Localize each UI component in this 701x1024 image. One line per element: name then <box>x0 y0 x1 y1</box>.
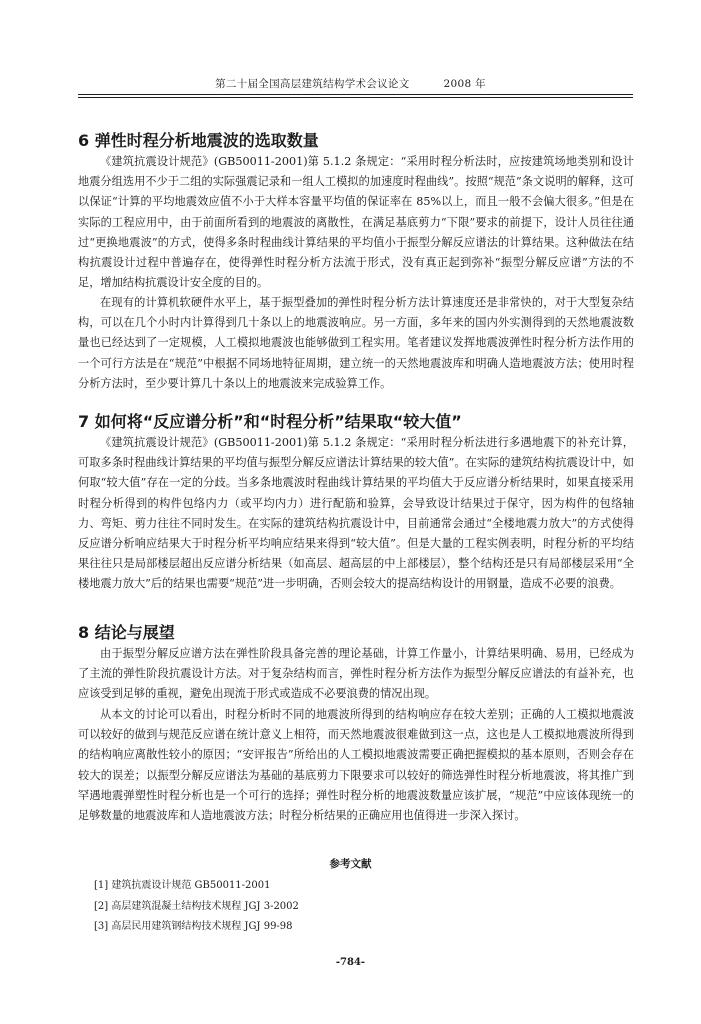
conference-name: 第二十届全国高层建筑结构学术会议论文 <box>215 78 410 90</box>
reference-item: [3] 高层民用建筑钢结构技术规程 JGJ 99-98 <box>94 921 293 932</box>
running-header <box>0 76 701 91</box>
section-7-title: 7 如何将“反应谱分析”和“时程分析”结果取“较大值” <box>78 412 462 431</box>
section-8-title: 8 结论与展望 <box>78 623 175 642</box>
section-6-paragraph-1: 《建筑抗震设计规范》(GB50011-2001)第 5.1.2 条规定：“采用时程分析法时，应按建筑场地类别和设计地震分组选用不少于二组的实际强震记录和一组人工模拟的加速度时程曲线”。按照“规范”条文说明的解释，这可以保证“计算的平均地震效应值不小于大样本容量平均值的保证率在 85%以上，而且一般不会偏大很多。”但是在实际的工程应用中，由于前面所看到的地震波的离散性，在满足基底剪力“下限”要求的前提下，设计人员往往通过“更换地震波”的方式，使得多条时程曲线计算结果的平均值小于振型分解反应谱法的计算结果。这种做法在结构抗震设计过程中普遍存在，使得弹性时程分析方法流于形式，没有真正起到弥补“振型分解反应谱”方法的不足，增加结构抗震设计安全度的目的。 <box>78 155 634 290</box>
section-8-paragraph-1: 由于振型分解反应谱方法在弹性阶段具备完善的理论基础，计算工作量小，计算结果明确、易用，已经成为了主流的弹性阶段抗震设计方法。对于复杂结构而言，弹性时程分析方法作为振型分解反应谱法的有益补充，也应该受到足够的重视，避免出现流于形式或造成不必要浪费的情况出现。 <box>78 647 634 701</box>
reference-list <box>94 876 614 938</box>
header-year: 2008 年 <box>443 78 486 90</box>
section-6-paragraph-2: 在现有的计算机软硬件水平上，基于振型叠加的弹性时程分析方法计算速度还是非常快的，对于大型复杂结构，可以在几个小时内计算得到几十条以上的地震波响应。另一方面，多年来的国内外实测得到的天然地震波数量也已经达到了一定规模，人工模拟地震波也能够做到工程实用。笔者建议发挥地震波弹性时程分析方法作用的一个可行方法是在“规范”中根据不同场地特征周期，建立统一的天然地震波库和明确人造地震波方法；使用时程分析方法时，至少要计算几十条以上的地震波来完成验算工作。 <box>78 296 634 390</box>
references-title: 参考文献 <box>329 858 372 870</box>
reference-item: [1] 建筑抗震设计规范 GB50011-2001 <box>94 880 271 891</box>
section-7-paragraph-1: 《建筑抗震设计规范》(GB50011-2001)第 5.1.2 条规定：“采用时程分析法进行多遇地震下的补充计算，可取多条时程曲线计算结果的平均值与振型分解反应谱法计算结果的较大值”。在实际的建筑结构抗震设计中，如何取“较大值”存在一定的分歧。当多条地震波时程曲线计算结果的平均值大于反应谱分析结果时，如果直接采用时程分析得到的构件包络内力（或平均内力）进行配筋和验算，会导致设计结果过于保守，因为构件的包络轴力、弯矩、剪力往往不同时发生。在实际的建筑结构抗震设计中，目前通常会通过“全楼地震力放大”的方式使得反应谱分析响应结果大于时程分析平均响应结果来得到“较大值”。但是大量的工程实例表明，时程分析的平均结果往往只是局部楼层超出反应谱分析结果（如高层、超高层的中上部楼层），整个结构还是只有局部楼层采用“全楼地震力放大”后的结果也需要“规范”进一步明确，否则会较大的提高结构设计的用钢量，造成不必要的浪费。 <box>78 436 634 591</box>
section-8-paragraph-2: 从本文的讨论可以看出，时程分析时不同的地震波所得到的结构响应存在较大差别；正确的人工模拟地震波可以较好的做到与规范反应谱在统计意义上相符，而天然地震波很难做到这一点，这也是人工模拟地震波所得到的结构响应离散性较小的原因；“安评报告”所给出的人工模拟地震波需要正确把握模拟的基本原则，否则会存在较大的误差；以振型分解反应谱法为基础的基底剪力下限要求可以较好的筛选弹性时程分析地震波，将其推广到罕遇地震弹塑性时程分析也是一个可行的选择；弹性时程分析的地震波数量应该扩展，“规范”中应该体现统一的足够数量的地震波库和人造地震波方法；时程分析结果的正确应用也值得进一步深入探讨。 <box>78 708 634 823</box>
reference-item: [2] 高层建筑混凝土结构技术规程 JGJ 3-2002 <box>94 900 299 912</box>
header-rule <box>78 94 633 98</box>
page-number: -784- <box>335 957 366 968</box>
section-6-title: 6 弹性时程分析地震波的选取数量 <box>78 131 319 150</box>
